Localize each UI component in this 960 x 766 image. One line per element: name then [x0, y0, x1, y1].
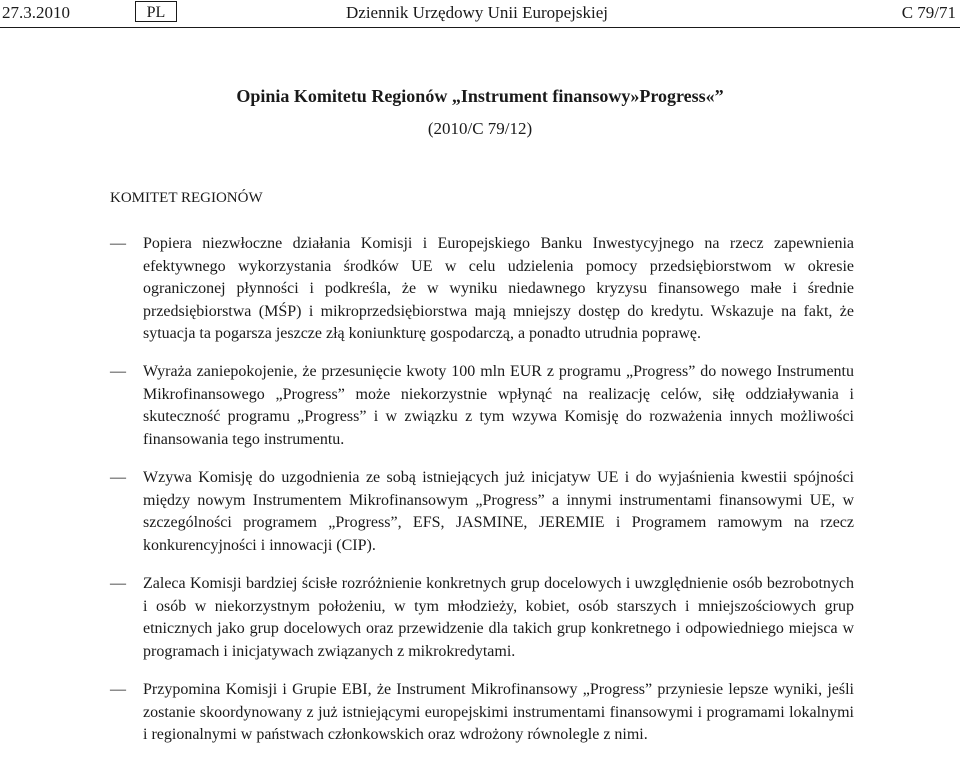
list-item [110, 679, 854, 747]
list-dash: — [110, 575, 126, 592]
list-dash: — [110, 469, 126, 486]
list-item [110, 233, 854, 346]
list-dash: — [110, 363, 126, 380]
journal-name: Dziennik Urzędowy Unii Europejskiej [346, 3, 609, 22]
language-badge: PL [135, 1, 177, 22]
list-item [110, 573, 854, 663]
list-item-text: Popiera niezwłoczne działania Komisji i Europejskiego Banku Inwestycyjnego na rzecz zapewnienia efektywnego wykorzystania środków UE w celu udzielenia pomocy przedsiębiorstwom w okresie ograniczonej płynności i podkreśla, że w wyniku niedawnego kryzysu finansowego małe i średnie przedsiębiorstwa (MŚP) i mikroprzedsiębiorstwa mają mniejszy dostęp do kredytu. Wskazuje na fakt, że sytuacja ta pogarsza jeszcze złą koniunkturę gospodarczą, a ponadto utrudnia poprawę. [143, 235, 854, 342]
header-divider [0, 27, 960, 28]
list-item-text: Przypomina Komisji i Grupie EBI, że Instrument Mikrofinansowy „Progress” przyniesie lepsze wyniki, jeśli zostanie skoordynowany z już istniejącymi europejskimi instrumentami finansowymi i programami lokalnymi i regionalnymi w państwach członkowskich oraz wdrożony równolegle z nimi. [143, 681, 854, 743]
list-item-text: Wzywa Komisję do uzgodnienia ze sobą istniejących już inicjatyw UE i do wyjaśnienia kwestii spójności między nowym Instrumentem Mikrofinansowym „Progress” a innymi instrumentami finansowymi UE, w szczególności programem „Progress”, EFS, JASMINE, JEREMIE i Programem ramowym na rzecz konkurencyjności i innowacji (CIP). [143, 469, 854, 554]
page-header [0, 0, 960, 26]
list-item-text: Zaleca Komisji bardziej ścisłe rozróżnienie konkretnych grup docelowych i uwzględnienie osób bezrobotnych i osób w niekorzystnym położeniu, w tym młodzieży, kobiet, osób starszych i mniejszościowych grup etnicznych jako grup docelowych oraz przewidzenie dla takich grup konkretnego i odpowiedniego miejsca w programach i inicjatywach związanych z mikrokredytami. [143, 575, 854, 660]
list-dash: — [110, 235, 126, 252]
committee-name: KOMITET REGIONÓW [110, 190, 263, 206]
document-title: Opinia Komitetu Regionów „Instrument finansowy»Progress«” [236, 86, 724, 106]
document-reference: (2010/C 79/12) [427, 119, 533, 138]
list-item [110, 467, 854, 557]
list-dash: — [110, 681, 126, 698]
page-reference: C 79/71 [901, 3, 956, 22]
list-item-text: Wyraża zaniepokojenie, że przesunięcie kwoty 100 mln EUR z programu „Progress” do nowego Instrumentu Mikrofinansowego „Progress” może niekorzystnie wpłynąć na realizację celów, siłę oddziaływania i skuteczność programu „Progress” i w związku z tym wzywa Komisję do rozważenia innych możliwości finansowania tego instrumentu. [143, 363, 854, 448]
list-item [110, 361, 854, 451]
publication-date: 27.3.2010 [2, 3, 70, 22]
